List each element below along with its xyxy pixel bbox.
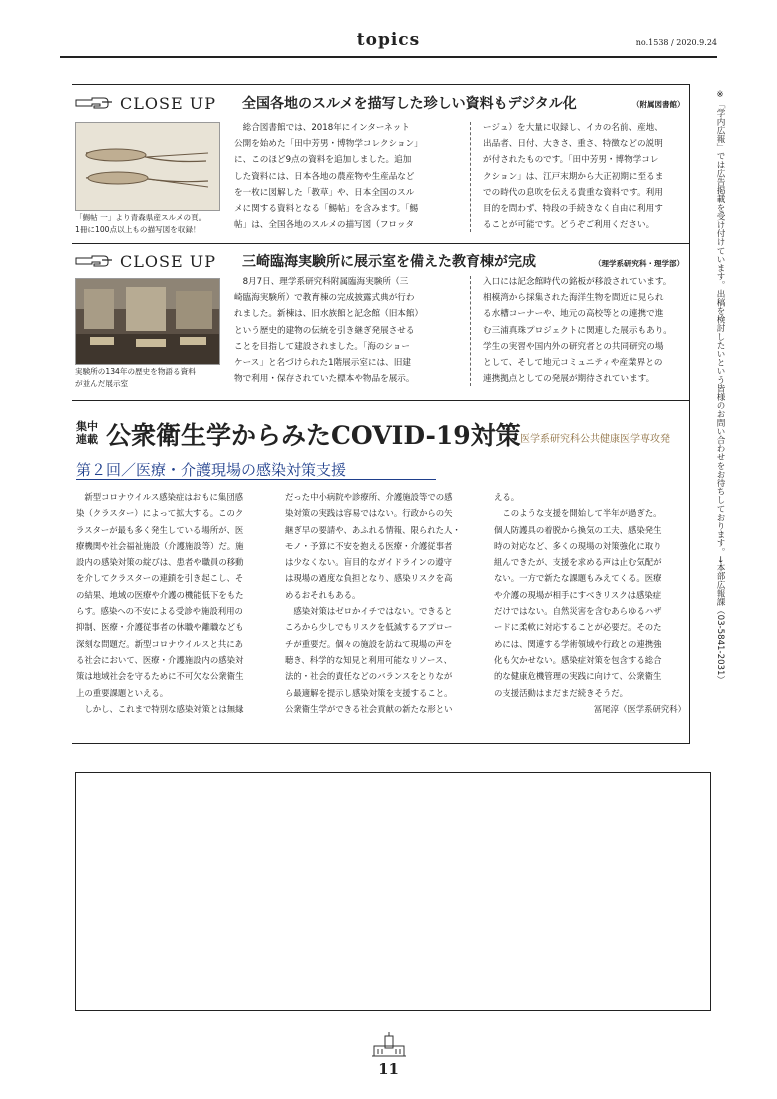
series-department: 医学系研究科公共健康医学専攻発 — [520, 434, 670, 445]
series-bottom-rule — [72, 743, 689, 744]
article2-department: （理学系研究科・理学部） — [594, 259, 684, 268]
page-number: 11 — [378, 1060, 399, 1078]
pointing-hand-icon — [74, 96, 114, 110]
article1-department: （附属図書館） — [632, 100, 685, 109]
issue-info: no.1538 / 2020.9.24 — [635, 38, 717, 47]
series-column-2: だった中小病院や診療所、介護施設等での感 染対策の実践は容易ではない。行政からの矢 継ぎ早の要請や、あふれる情報、限られた人・ モノ・予算に不安を抱える医療・介護従事者 は少なくない。盲目的なガイドラインの遵守 は現場の過度な負担となり、感染リスクを高 めるおそれもある。 感染対策はゼロかイチではない。できると ころから少しでもリスクを低減するアプロー チが重要だ。個々の施設を訪ねて現場の声を 聴き、科学的な知見と利用可能なリソース、 法的・社会的責任などのバランスをとりなが ら最適解を提示し感染対策を支援すること。 公衆衛生学ができる社会貢献の新たな形とい — [285, 492, 461, 714]
page-header-title: topics — [356, 30, 421, 50]
header-rule — [60, 56, 717, 58]
topics-top-rule — [72, 84, 689, 85]
squid-illustration — [76, 123, 219, 210]
pointing-hand-icon — [74, 254, 114, 268]
subtitle-underline — [76, 479, 436, 480]
article1-column-2: ージュ）を大量に収録し、イカの名前、産地、 出品者、日付、大きさ、重さ、特徴などの説明 が付されたものです。「田中芳男・博物学コレ クション」は、江戸末期から大正初期に至るま での時代の息吹を伝える貴重な資料です。利用 目的を問わず、特段の手続きなく自由に利用す ることが可能です。どうぞご利用ください。 — [483, 123, 664, 231]
article1-column-1: 総合図書館では、2018年にインターネット 公開を始めた「田中芳男・博物学コレクション」 に、このほど9点の資料を追加しました。追加 した資料には、日本各地の農産物や生産品など を一枚に図解した「教草」や、日本全国のスル メに関する資料となる「鯣帖」を含みます。「鯣 帖」は、全国各地のスルメの描写図（フロッタ — [234, 123, 423, 231]
closeup-label: CLOSE UP — [120, 94, 216, 113]
article2-column-2: 入口には記念館時代の銘板が移設されています。 相模湾から採集された海洋生物を間近に見られ る水槽コーナーや、地元の高校等との連携で進 む三浦真珠プロジェクトに関連した展示もあり。 学生の実習や国内外の研究者との共同研究の場 として、そして地元コミュニティや産業界との 連携拠点としての発展が期待されています。 — [483, 277, 672, 385]
article2-caption: 実験所の134年の歴史を物語る資料 が並んだ展示室 — [75, 367, 196, 388]
article1-column-divider — [470, 122, 471, 232]
exhibition-room-photo — [76, 279, 219, 364]
article1-caption: 「鯣帖 一」より青森県産スルメの頁。 1冊に100点以上もの描写図を収録！ — [75, 213, 207, 234]
article2-column-divider — [470, 276, 471, 386]
advertisement-box — [75, 772, 711, 1011]
sidebar-divider — [689, 84, 690, 744]
university-building-icon — [372, 1032, 406, 1058]
series-column-1: 新型コロナウイルス感染症はおもに集団感 染（クラスター）によって拡大する。このク ラスターが最も多く発生している場所が、医 療機関や社会福祉施設（介護施設等）だ。施 設内の感染対策の綻びは、患者や職員の移動 を介してクラスターの連鎖を引き起こし、そ の結果、地域の医療や介護の機能低下をもた らす。感染への不安による受診や施設利用の 抑制、医療・介護従事者の休職や離職なども 深刻な問題だ。新型コロナウイルスと共にあ る社会において、医療・介護施設内の感染対 策は地域社会を守るために不可欠な公衆衛生 上の重要課題といえる。 しかし、これまで特別な感染対策とは無縁 — [76, 492, 244, 714]
series-top-rule — [72, 400, 689, 401]
series-title: 公衆衛生学からみたCOVID-19対策 — [106, 421, 521, 450]
series-subtitle: 第２回／医療・介護現場の感染対策支援 — [76, 461, 347, 479]
article2-headline: 三崎臨海実験所に展示室を備えた教育棟が完成 — [242, 254, 536, 270]
series-column-3: える。 このような支援を開始して半年が過ぎた。 個人防護具の着脱から換気の工夫、感染発生 時の対応など、多くの現場の対策強化に取り 組んできたが、支援を求める声は止む気配が ない。一方で新たな課題もみえてくる。医療 や介護の現場が相手にすべきリスクは感染症 だけではない。自然災害を含むあらゆるハザ ードに柔軟に対応することが必要だ。そのた めには、関連する学術領域や行政との連携強 化も欠かせない。感染症対策を包含する総合 的な健康危機管理の実践に向けて、公衆衛生 の支援活動はまだまだ続きそうだ。 冨尾淳（医学系研究科） — [494, 489, 686, 717]
sidebar-ad-notice: ※「学内広報」では広告掲載を受け付けています。出稿を検討したいという皆様のお問い合わせをお待ちしております。→本部広報課（03-5841-2031） — [715, 90, 725, 685]
closeup-label: CLOSE UP — [120, 252, 216, 271]
article1-headline: 全国各地のスルメを描写した珍しい資料もデジタル化 — [242, 96, 577, 112]
series-author: 冨尾淳（医学系研究科） — [593, 703, 686, 714]
article-divider — [72, 243, 689, 244]
article1-photo — [75, 122, 220, 211]
series-kicker: 集中 連載 — [76, 420, 98, 446]
article2-column-1: 8月7日、理学系研究科附属臨海実験所（三 崎臨海実験所）で教育棟の完成披露式典が行わ れました。新棟は、旧水族館と記念館（旧本館） という歴史的建物の伝統を引き継ぎ発展させる ことを目指して建設されました。「海のショー ケース」と名づけられた1階展示室には、旧建 物で利用・保存されていた標本や物品を展示。 — [234, 277, 424, 385]
article2-photo — [75, 278, 220, 365]
